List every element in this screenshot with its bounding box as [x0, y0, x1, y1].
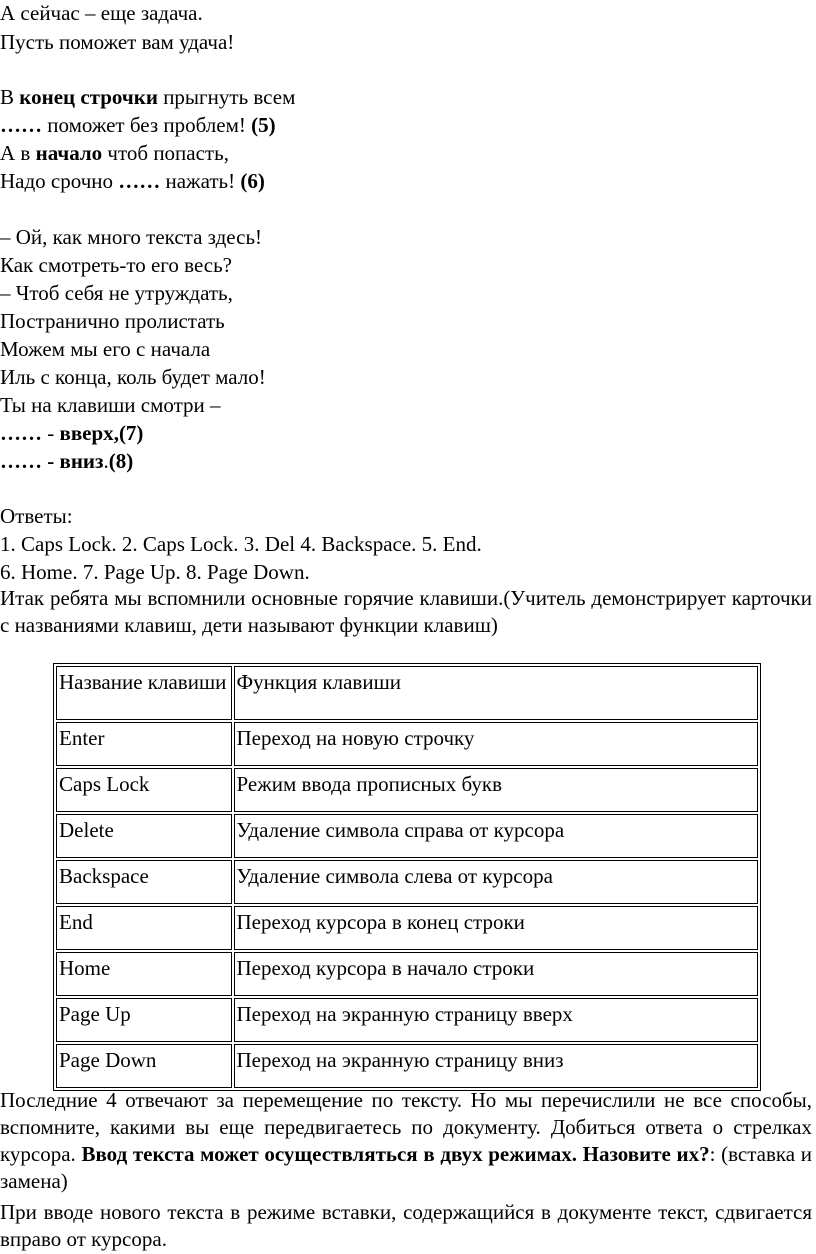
poem-line-11: Можем мы его с начала: [0, 337, 211, 361]
key-name-cell: Enter: [56, 722, 232, 766]
answers-line-2: 6. Home. 7. Page Up. 8. Page Down.: [0, 560, 310, 584]
key-name-cell: Page Down: [56, 1044, 232, 1088]
poem-line-5: А в начало чтоб попасть,: [0, 141, 229, 165]
poem-line-15: …… - вниз.(8): [0, 449, 134, 473]
table-row: [56, 906, 758, 950]
poem-line-9: – Чтоб себя не утруждать,: [0, 281, 233, 305]
key-name-cell: Page Up: [56, 998, 232, 1042]
table-row: [56, 722, 758, 766]
key-name-cell: Backspace: [56, 860, 232, 904]
key-function-cell: Переход на экранную страницу вниз: [234, 1044, 759, 1088]
key-name-cell: End: [56, 906, 232, 950]
answers-heading: Ответы:: [0, 504, 73, 528]
table-row: [56, 860, 758, 904]
key-function-cell: Переход курсора в начало строки: [234, 952, 759, 996]
table-row: [56, 768, 758, 812]
poem-line-8: Как смотреть-то его весь?: [0, 253, 233, 277]
poem-line-13: Ты на клавиши смотри –: [0, 393, 221, 417]
answers-line-1: 1. Caps Lock. 2. Caps Lock. 3. Del 4. Backspace. 5. End.: [0, 532, 482, 556]
poem-line-3: В конец строчки прыгнуть всем: [0, 85, 296, 109]
key-function-cell: Переход на экранную страницу вверх: [234, 998, 759, 1042]
header-key-name: Название клавиши: [56, 666, 232, 720]
poem-line-12: Иль с конца, коль будет мало!: [0, 365, 266, 389]
after-paragraph-1: Последние 4 отвечают за перемещение по тексту. Но мы перечислили не все способы, вспомните, какими вы еще передвигаетесь по документу. Добиться ответа о стрелках курсора. Ввод текста может осуществляться в двух режимах. Назовите их?: (вставка и замена): [0, 1088, 813, 1193]
table-row: [56, 952, 758, 996]
hotkeys-table: [53, 663, 761, 1091]
table-row: [56, 998, 758, 1042]
poem-line-7: – Ой, как много текста здесь!: [0, 225, 263, 249]
after-paragraph-2: При вводе нового текста в режиме вставки, содержащийся в документе текст, сдвигается вправо от курсора.: [0, 1200, 812, 1251]
key-function-cell: Переход на новую строчку: [234, 722, 759, 766]
key-function-cell: Удаление символа слева от курсора: [234, 860, 759, 904]
header-key-function: Функция клавиши: [234, 666, 759, 720]
key-name-cell: Home: [56, 952, 232, 996]
key-function-cell: Удаление символа справа от курсора: [234, 814, 759, 858]
poem-line-2: Пусть поможет вам удача!: [0, 30, 235, 54]
key-function-cell: Режим ввода прописных букв: [234, 768, 759, 812]
key-name-cell: Delete: [56, 814, 232, 858]
table-row: [56, 1044, 758, 1088]
key-function-cell: Переход курсора в конец строки: [234, 906, 759, 950]
poem-line-1: А сейчас – еще задача.: [0, 1, 203, 25]
intro-paragraph: Итак ребята мы вспомнили основные горячие клавиши.(Учитель демонстрирует карточки с названиями клавиш, дети называют функции клавиш): [0, 586, 812, 637]
poem-line-10: Постранично пролистать: [0, 309, 225, 333]
table-header-row: [56, 666, 758, 720]
poem-line-14: …… - вверх,(7): [0, 421, 144, 445]
key-name-cell: Caps Lock: [56, 768, 232, 812]
table-row: [56, 814, 758, 858]
poem-line-6: Надо срочно …… нажать! (6): [0, 169, 265, 193]
poem-line-4: …… поможет без проблем! (5): [0, 113, 276, 137]
